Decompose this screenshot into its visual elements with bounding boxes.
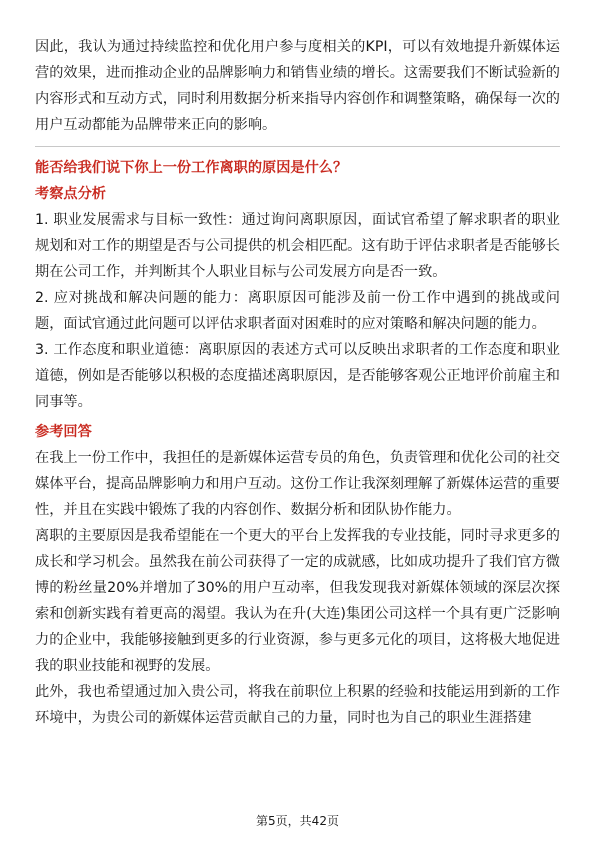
analysis-point: 2. 应对挑战和解决问题的能力：离职原因可能涉及前一份工作中遇到的挑战或问题，面试官通过此问题可以评估求职者面对困难时的应对策略和解决问题的能力。 (35, 290, 560, 332)
page-number: 第5页，共42页 (256, 814, 339, 828)
analysis-point: 3. 工作态度和职业道德：离职原因的表述方式可以反映出求职者的工作态度和职业道德，例如是否能够以积极的态度描述离职原因，是否能够客观公正地评价前雇主和同事等。 (35, 342, 560, 410)
section-divider (35, 146, 560, 147)
analysis-point: 1. 职业发展需求与目标一致性：通过询问离职原因，面试官希望了解求职者的职业规划和对工作的期望是否与公司提供的机会相匹配。这有助于评估求职者是否能够长期在公司工作，并判断其个人职业目标与公司发展方向是否一致。 (35, 212, 560, 280)
answer-title: 参考回答 (35, 424, 92, 440)
intro-paragraph: 因此，我认为通过持续监控和优化用户参与度相关的KPI，可以有效地提升新媒体运营的效果，进而推动企业的品牌影响力和销售业绩的增长。这需要我们不断试验新的内容形式和互动方式，同时利用数据分析来指导内容创作和调整策略，确保每一次的用户互动都能为品牌带来正向的影响。 (35, 39, 560, 133)
answer-paragraph: 在我上一份工作中，我担任的是新媒体运营专员的角色，负责管理和优化公司的社交媒体平台，提高品牌影响力和用户互动。这份工作让我深刻理解了新媒体运营的重要性，并且在实践中锻炼了我的内容创作、数据分析和团队协作能力。 (35, 450, 560, 518)
answer-paragraph: 离职的主要原因是我希望能在一个更大的平台上发挥我的专业技能，同时寻求更多的成长和学习机会。虽然我在前公司获得了一定的成就感，比如成功提升了我们官方微博的粉丝量20%并增加了30%的用户互动率，但我发现我对新媒体领域的深层次探索和创新实践有着更高的渴望。我认为在升(大连)集团公司这样一个具有更广泛影响力的企业中，我能够接触到更多的行业资源，参与更多元化的项目，这将极大地促进我的职业技能和视野的发展。 (35, 528, 560, 674)
page-content (35, 34, 560, 731)
analysis-title: 考察点分析 (35, 186, 106, 202)
answer-paragraph: 此外，我也希望通过加入贵公司，将我在前职位上积累的经验和技能运用到新的工作环境中，为贵公司的新媒体运营贡献自己的力量，同时也为自己的职业生涯搭建 (35, 684, 560, 726)
interview-question: 能否给我们说下你上一份工作离职的原因是什么？ (35, 160, 348, 176)
